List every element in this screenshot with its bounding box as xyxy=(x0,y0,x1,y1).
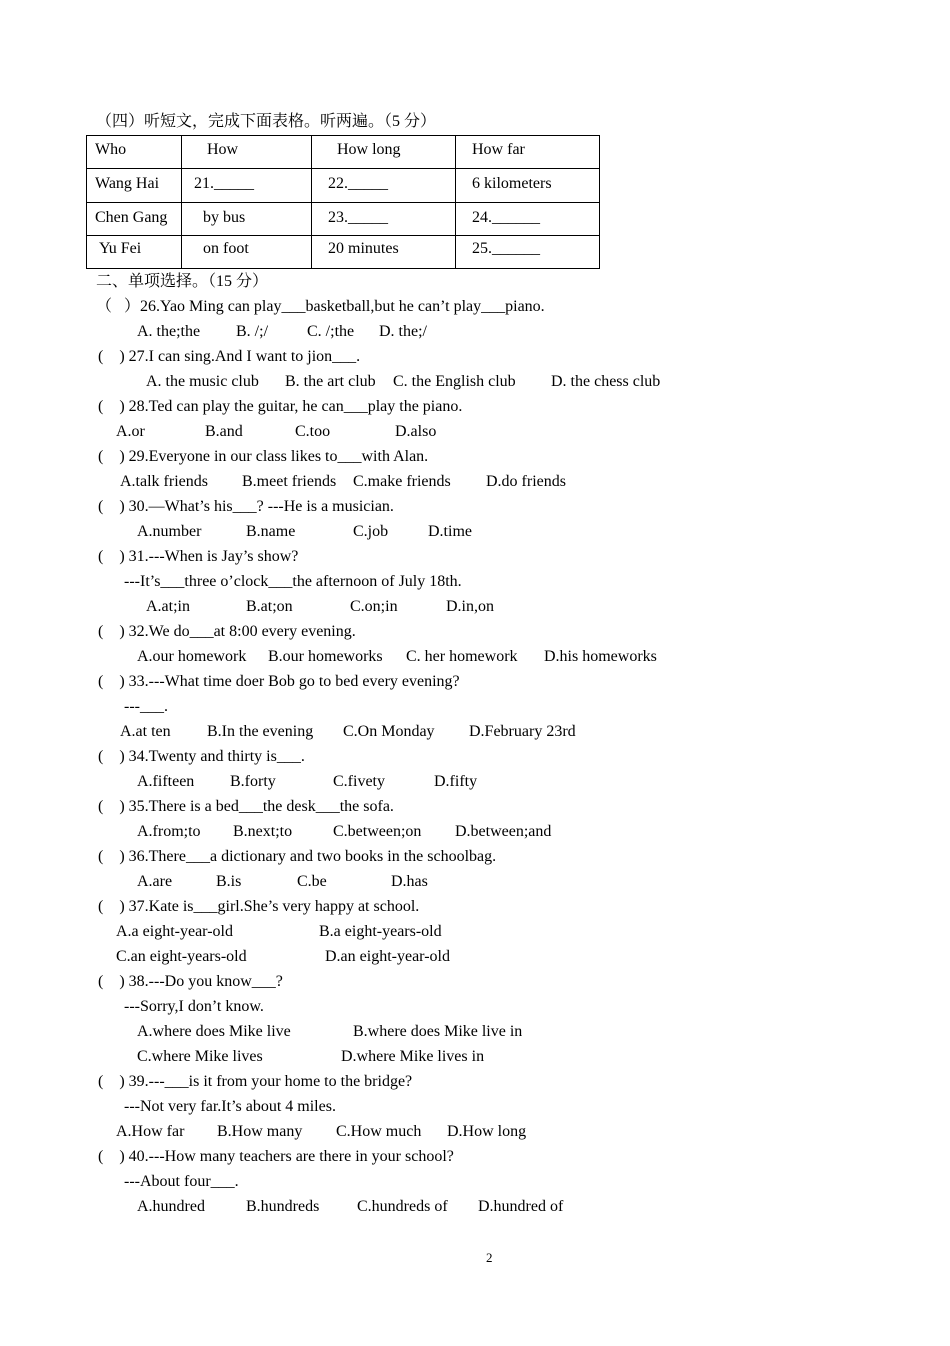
answer-option: C. the English club xyxy=(393,373,516,390)
answer-option: D. the;/ xyxy=(379,323,427,340)
answer-option: D. the chess club xyxy=(551,373,661,390)
answer-option: D.has xyxy=(391,873,428,890)
answer-option: C.How much xyxy=(336,1123,422,1140)
question-stem: ( ) 29.Everyone in our class likes to___with Alan. xyxy=(98,448,429,465)
answer-option: A.fifteen xyxy=(137,773,195,790)
table-cell: by bus xyxy=(203,209,246,226)
question-stem: ( ) 32.We do___at 8:00 every evening. xyxy=(98,623,356,640)
answer-option: B. /;/ xyxy=(236,323,269,340)
answer-option: C.On Monday xyxy=(343,723,435,740)
answer-option: C.where Mike lives xyxy=(137,1048,263,1065)
table-cell: Yu Fei xyxy=(99,240,142,257)
table-row xyxy=(87,169,600,203)
table-row xyxy=(87,203,600,236)
table-header-cell: Who xyxy=(95,141,127,158)
answer-option: D.fifty xyxy=(434,773,478,790)
answer-option: A.hundred xyxy=(137,1198,205,1215)
question-subline: ---About four___. xyxy=(124,1173,239,1190)
table-cell: 20 minutes xyxy=(328,240,399,257)
answer-option: C.be xyxy=(297,873,327,890)
answer-option: A.at;in xyxy=(146,598,190,615)
answer-option: C.fivety xyxy=(333,773,385,790)
question-stem: ( ) 36.There___a dictionary and two books in the schoolbag. xyxy=(98,848,497,865)
answer-option: C.job xyxy=(353,523,389,540)
section-two-heading: 二、单项选择。（15 分） xyxy=(96,273,269,290)
question-stem: （ ）26.Yao Ming can play___basketball,but he can’t play___piano. xyxy=(96,298,545,315)
question-stem: ( ) 33.---What time doer Bob go to bed every evening? xyxy=(98,673,460,690)
question-subline: ---___. xyxy=(124,698,168,715)
answer-option: B.where does Mike live in xyxy=(353,1023,523,1040)
answer-option: A.number xyxy=(137,523,202,540)
answer-option: A.a eight-year-old xyxy=(116,923,233,940)
question-stem: ( ) 35.There is a bed___the desk___the sofa. xyxy=(98,798,394,815)
question-stem: ( ) 31.---When is Jay’s show? xyxy=(98,548,299,565)
question-stem: ( ) 27.I can sing.And I want to jion___. xyxy=(98,348,361,365)
answer-option: D.his homeworks xyxy=(544,648,657,665)
section-four-heading: （四）听短文，完成下面表格。听两遍。（5 分） xyxy=(96,113,437,130)
table-cell: 24.______ xyxy=(472,209,540,226)
answer-option: A.from;to xyxy=(137,823,201,840)
answer-option: B.is xyxy=(216,873,242,890)
answer-option: C. her homework xyxy=(406,648,518,665)
answer-option: C.make friends xyxy=(353,473,451,490)
answer-option: D.in,on xyxy=(446,598,494,615)
answer-option: B.forty xyxy=(230,773,276,790)
answer-option: D.February 23rd xyxy=(469,723,576,740)
listening-table xyxy=(86,135,600,269)
answer-option: B.name xyxy=(246,523,296,540)
page-number: 2 xyxy=(486,1250,493,1265)
table-cell: 22._____ xyxy=(328,175,388,192)
answer-option: B.our homeworks xyxy=(268,648,383,665)
table-cell: 23._____ xyxy=(328,209,388,226)
answer-option: B.In the evening xyxy=(207,723,314,740)
answer-option: B.at;on xyxy=(246,598,293,615)
table-header-row xyxy=(87,136,600,169)
answer-option: A. the;the xyxy=(137,323,201,340)
question-subline: ---It’s___three o’clock___the afternoon of July 18th. xyxy=(124,573,462,590)
answer-option: B.next;to xyxy=(233,823,293,840)
table-cell: 21._____ xyxy=(194,175,254,192)
answer-option: A.or xyxy=(116,423,145,440)
answer-option: C.an eight-years-old xyxy=(116,948,247,965)
answer-option: A.talk friends xyxy=(120,473,208,490)
table-cell: Chen Gang xyxy=(95,209,168,226)
answer-option: C.on;in xyxy=(350,598,398,615)
answer-option: B.a eight-years-old xyxy=(319,923,442,940)
table-row xyxy=(87,236,600,269)
answer-option: A. the music club xyxy=(146,373,259,390)
question-stem: ( ) 28.Ted can play the guitar, he can___play the piano. xyxy=(98,398,463,415)
question-stem: ( ) 39.---___is it from your home to the bridge? xyxy=(98,1073,413,1090)
answer-option: A.where does Mike live xyxy=(137,1023,291,1040)
question-stem: ( ) 37.Kate is___girl.She’s very happy at school. xyxy=(98,898,420,915)
answer-option: A.at ten xyxy=(120,723,171,740)
table-header-cell: How long xyxy=(337,141,401,158)
table-cell: Wang Hai xyxy=(95,175,160,192)
table-header-cell: How xyxy=(207,141,239,158)
answer-option: B. the art club xyxy=(285,373,376,390)
answer-option: C.too xyxy=(295,423,331,440)
answer-option: A.are xyxy=(137,873,173,890)
question-stem: ( ) 38.---Do you know___? xyxy=(98,973,283,990)
answer-option: D.hundred of xyxy=(478,1198,564,1215)
answer-option: B.meet friends xyxy=(242,473,337,490)
answer-option: B.hundreds xyxy=(246,1198,320,1215)
table-header-cell: How far xyxy=(472,141,525,158)
question-stem: ( ) 40.---How many teachers are there in your school? xyxy=(98,1148,454,1165)
answer-option: C.between;on xyxy=(333,823,422,840)
question-subline: ---Not very far.It’s about 4 miles. xyxy=(124,1098,336,1115)
question-stem: ( ) 34.Twenty and thirty is___. xyxy=(98,748,305,765)
answer-option: C.hundreds of xyxy=(357,1198,448,1215)
answer-option: D.How long xyxy=(447,1123,527,1140)
answer-option: D.time xyxy=(428,523,472,540)
question-stem: ( ) 30.—What’s his___? ---He is a musician. xyxy=(98,498,394,515)
answer-option: D.an eight-year-old xyxy=(325,948,450,965)
answer-option: C. /;the xyxy=(307,323,355,340)
question-subline: ---Sorry,I don’t know. xyxy=(124,998,264,1015)
answer-option: D.between;and xyxy=(455,823,552,840)
answer-option: D.do friends xyxy=(486,473,566,490)
answer-option: A.our homework xyxy=(137,648,247,665)
answer-option: B.How many xyxy=(217,1123,303,1140)
answer-option: A.How far xyxy=(116,1123,185,1140)
answer-option: D.also xyxy=(395,423,437,440)
answer-option: B.and xyxy=(205,423,243,440)
table-cell: 25.______ xyxy=(472,240,540,257)
table-cell: 6 kilometers xyxy=(472,175,552,192)
answer-option: D.where Mike lives in xyxy=(341,1048,485,1065)
table-cell: on foot xyxy=(203,240,249,257)
